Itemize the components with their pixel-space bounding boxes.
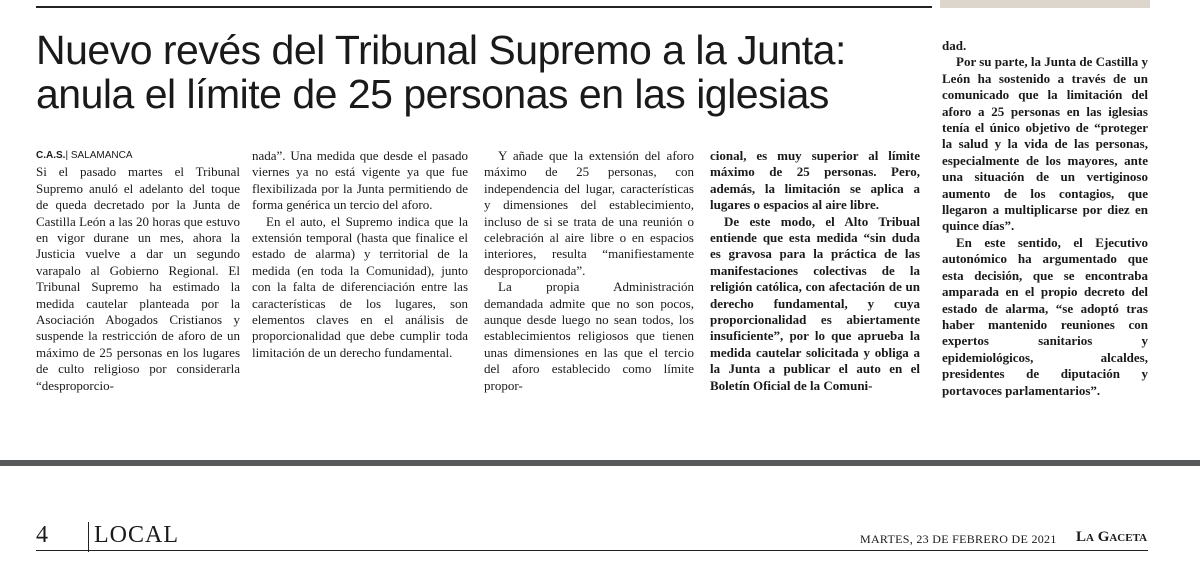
article-column-1	[36, 148, 240, 394]
article-column-4	[710, 148, 920, 394]
top-banner-box	[940, 0, 1150, 8]
byline-place: SALAMANCA	[70, 150, 133, 161]
paragraph: Y añade que la extensión del aforo máximo de 25 personas, con independencia del lugar, características y dimensiones del establecimiento, incluso de si se trata de una reunión o celebración al aire libre o en espacios interiores, resulta “manifiestamente desproporcionada”.	[484, 148, 694, 278]
paragraph: La propia Administración demandada admite que no son pocos, aunque desde luego no sean todos, los establecimientos religiosos que tienen unas dimensiones en las que el tercio del aforo establecido como límite propor-	[484, 279, 694, 393]
paragraph: nada”. Una medida que desde el pasado viernes ya no está vigente ya que fue flexibilizada por la Junta permitiendo de forma genérica un tercio del aforo.	[252, 148, 468, 213]
paragraph: En este sentido, el Ejecutivo autonómico ha argumentado que esta decisión, que se encontraba amparada en el propio decreto del estado de alarma, “se adoptó tras haber mantenido reuniones con expertos sanitarios y epidemiológicos, alcaldes, presidentes de diputación y portavoces parlamentarios”.	[942, 234, 1148, 398]
paragraph: cional, es muy superior al límite máximo de 25 personas. Pero, además, la limitación se aplica a lugares o espacios al aire libre.	[710, 148, 920, 213]
publication-date: MARTES, 23 DE FEBRERO DE 2021	[860, 532, 1057, 546]
newspaper-logo: La Gaceta	[1076, 529, 1148, 545]
paragraph: Por su parte, la Junta de Castilla y León ha sostenido a través de un comunicado que la limitación del aforo a 25 personas en las iglesias tenía el único objetivo de “proteger la salud y la vida de las personas, especialmente de los mayores, ante una situación de un vertiginoso aumento de los contagios, que llegaron a multiplicarse por diez en quince días”.	[942, 54, 1148, 234]
article-column-2	[252, 148, 468, 361]
headline: Nuevo revés del Tribunal Supremo a la Junta: anula el límite de 25 personas en las iglesias	[36, 27, 846, 117]
paragraph: En el auto, el Supremo indica que la extensión temporal (hasta que finalice el estado de alarma) y territorial de la medida (en toda la Comunidad), junto con la falta de diferenciación entre las características de los lugares, son elementos claves en el análisis de proporcionalidad que debe cumplir toda limitación de un derecho fundamental.	[252, 213, 468, 360]
byline-separator: |	[65, 150, 69, 161]
byline-author: C.A.S.	[36, 150, 66, 161]
paragraph: De este modo, el Alto Tribual entiende que esta medida “sin duda es gravosa para la práctica de las manifestaciones colectivas de la religión católica, con afectación de un derecho fundamental, y cuya proporcionalidad es abiertamente insuficiente”, por lo que aprueba la medida cautelar solicitada y obliga a la Junta a publicar el auto en el Boletín Oficial de la Comuni-	[710, 213, 920, 393]
footer-rule	[36, 550, 1148, 551]
article-column-3	[484, 148, 694, 394]
footer-separator	[88, 522, 89, 552]
paragraph: Si el pasado martes el Tribunal Supremo anuló el adelanto del toque de queda decretado por la Junta de Castilla León a las 20 horas que estuvo en vigor durane un mes, ahora la Justicia vuelve a dar un segundo varapalo al Gobierno Regional. El Tribunal Supremo ha estimado la medida cautelar planteada por la Asociación Abogados Cristianos y suspende la restricción de aforo de un máximo de 25 personas en los lugares de culto religioso por considerarla “desproporcio-	[36, 164, 240, 393]
top-rule	[36, 6, 932, 8]
page-number: 4	[36, 522, 48, 548]
byline	[36, 148, 240, 164]
paragraph: dad.	[942, 38, 967, 53]
section-label: LOCAL	[94, 522, 179, 548]
article-column-5	[942, 38, 1148, 399]
section-divider-bar	[0, 460, 1200, 466]
